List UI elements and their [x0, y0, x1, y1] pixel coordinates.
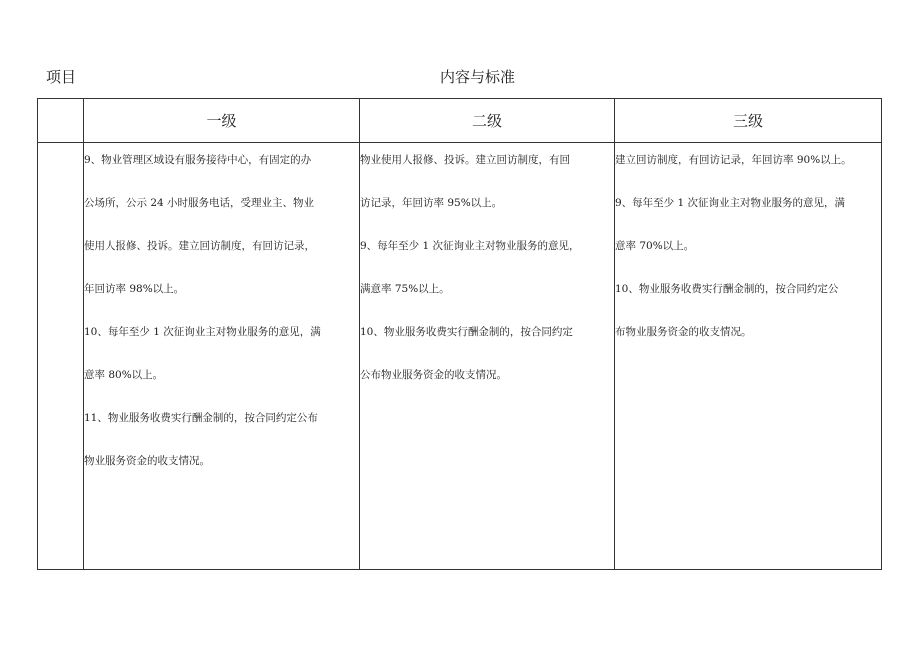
level-1-header: 一级 — [84, 99, 360, 143]
project-column-header — [38, 99, 84, 143]
level-3-line: 10、物业服务收费实行酬金制的，按合同约定公 — [615, 283, 839, 295]
level-1-line: 9、物业管理区域设有服务接待中心，有固定的办 — [84, 154, 312, 166]
level-1-line: 10、每年至少 1 次征询业主对物业服务的意见，满 — [84, 326, 321, 338]
level-3-line: 意率 70%以上。 — [615, 240, 695, 252]
level-1-line: 公场所，公示 24 小时服务电话，受理业主、物业 — [84, 197, 315, 209]
level-1-line: 意率 80%以上。 — [84, 369, 164, 381]
level-1-line: 使用人报修、投诉。建立回访制度，有回访记录， — [84, 240, 315, 252]
level-2-line: 10、物业服务收费实行酬金制的，按合同约定 — [360, 326, 573, 338]
standards-table — [37, 98, 882, 570]
level-3-cell — [615, 143, 882, 570]
project-header-label: 项目 — [46, 68, 77, 86]
level-1-line: 11、物业服务收费实行酬金制的，按合同约定公布 — [84, 412, 318, 424]
level-3-line: 9、每年至少 1 次征询业主对物业服务的意见，满 — [615, 197, 846, 209]
level-2-line: 公布物业服务资金的收支情况。 — [360, 369, 507, 381]
level-2-line: 访记录，年回访率 95%以上。 — [360, 197, 503, 209]
level-2-cell — [360, 143, 615, 570]
table-header-row — [38, 99, 882, 143]
level-2-line: 9、每年至少 1 次征询业主对物业服务的意见， — [360, 240, 580, 252]
level-1-cell — [84, 143, 360, 570]
level-1-line: 物业服务资金的收支情况。 — [84, 455, 210, 467]
level-3-line: 布物业服务资金的收支情况。 — [615, 326, 752, 338]
level-3-line: 建立回访制度，有回访记录，年回访率 90%以上。 — [615, 154, 852, 166]
table-row — [38, 143, 882, 570]
level-2-header: 二级 — [360, 99, 615, 143]
project-cell — [38, 143, 84, 570]
content-standard-header-label: 内容与标准 — [440, 68, 516, 86]
level-2-line: 满意率 75%以上。 — [360, 283, 450, 295]
level-3-header: 三级 — [615, 99, 882, 143]
level-2-line: 物业使用人报修、投诉。建立回访制度，有回 — [360, 154, 570, 166]
level-1-line: 年回访率 98%以上。 — [84, 283, 185, 295]
